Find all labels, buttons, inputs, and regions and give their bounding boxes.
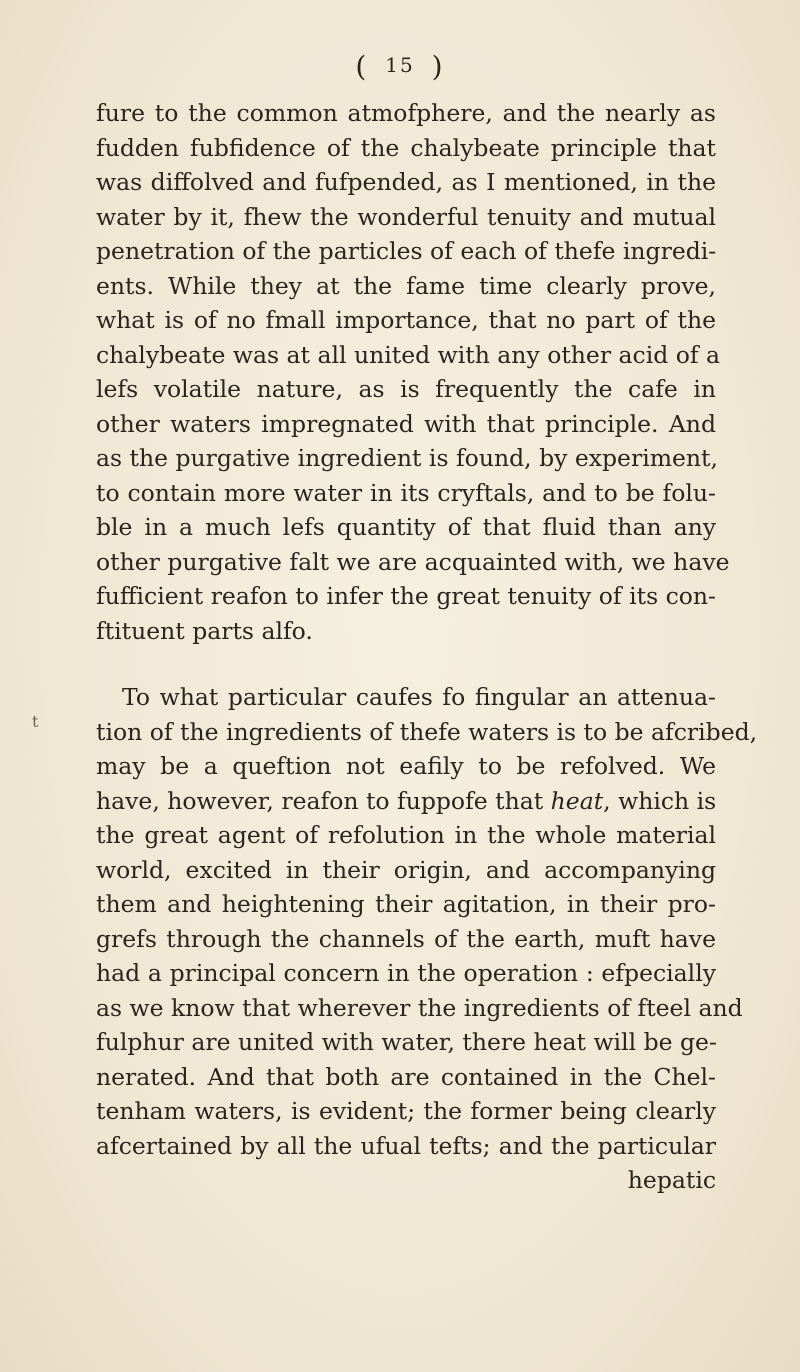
- text-line: afcertained by all the ufual tefts; and the particular: [96, 1131, 716, 1160]
- line-text-after: , which is: [603, 786, 717, 815]
- text-line: other purgative falt we are acquainted with, we have: [96, 547, 730, 576]
- text-line: fudden fubfidence of the chalybeate principle that: [96, 133, 716, 162]
- text-line: to contain more water in its cryftals, and to be folu-: [96, 478, 716, 507]
- line-text-before: have, however, reafon to fuppofe that: [96, 786, 551, 815]
- text-line: what is of no fmall importance, that no part of the: [96, 306, 716, 334]
- text-line: To what particular caufes fo fingular an attenua-: [122, 683, 716, 711]
- text-line: ble in a much lefs quantity of that fluid than any: [96, 513, 716, 541]
- text-line: water by it, fhew the wonderful tenuity and mutual: [96, 202, 716, 231]
- text-line: other waters impregnated with that principle. And: [96, 409, 716, 438]
- page-number-value: 15: [385, 53, 415, 77]
- text-line: tenham waters, is evident; the former being clearly: [96, 1097, 716, 1125]
- text-line: lefs volatile nature, as is frequently the cafe in: [96, 375, 716, 403]
- page-number-close-paren: ): [431, 50, 445, 83]
- text-line: as the purgative ingredient is found, by experiment,: [96, 444, 718, 472]
- text-line-with-emphasis: [96, 784, 716, 819]
- catchword: hepatic: [627, 1166, 716, 1194]
- text-line: the great agent of refolution in the whole material: [96, 821, 716, 849]
- text-line: ents. While they at the fame time clearly prove,: [96, 271, 716, 300]
- margin-mark: t: [32, 712, 39, 731]
- text-line: as we know that wherever the ingredients of fteel and: [96, 993, 743, 1022]
- emphasized-word: heat: [550, 786, 604, 815]
- text-line: was diffolved and fufpended, as I mentioned, in the: [96, 168, 716, 196]
- text-line: world, excited in their origin, and accompanying: [96, 855, 716, 884]
- page-number-open-paren: (: [355, 50, 369, 83]
- text-line: penetration of the particles of each of thefe ingredi-: [96, 237, 717, 265]
- text-line: had a principal concern in the operation : efpecially: [96, 959, 716, 987]
- text-line: chalybeate was at all united with any other acid of a: [96, 340, 721, 369]
- paragraph-2: [96, 680, 758, 1198]
- text-line: grefs through the channels of the earth, muft have: [96, 924, 716, 953]
- paragraph-1: [96, 96, 730, 648]
- text-line: may be a queftion not eafily to be refolved. We: [96, 752, 716, 780]
- text-line: them and heightening their agitation, in their pro-: [96, 890, 716, 918]
- text-line: fulphur are united with water, there heat will be ge-: [96, 1028, 717, 1056]
- text-line: fure to the common atmofphere, and the nearly as: [96, 99, 716, 127]
- text-line: ftituent parts alfo.: [96, 616, 313, 645]
- page-number: [0, 50, 800, 83]
- text-line: fufficient reafon to infer the great tenuity of its con-: [96, 582, 716, 610]
- text-line: tion of the ingredients of thefe waters is to be afcribed,: [96, 717, 758, 746]
- text-line: nerated. And that both are contained in the Chel-: [96, 1062, 716, 1091]
